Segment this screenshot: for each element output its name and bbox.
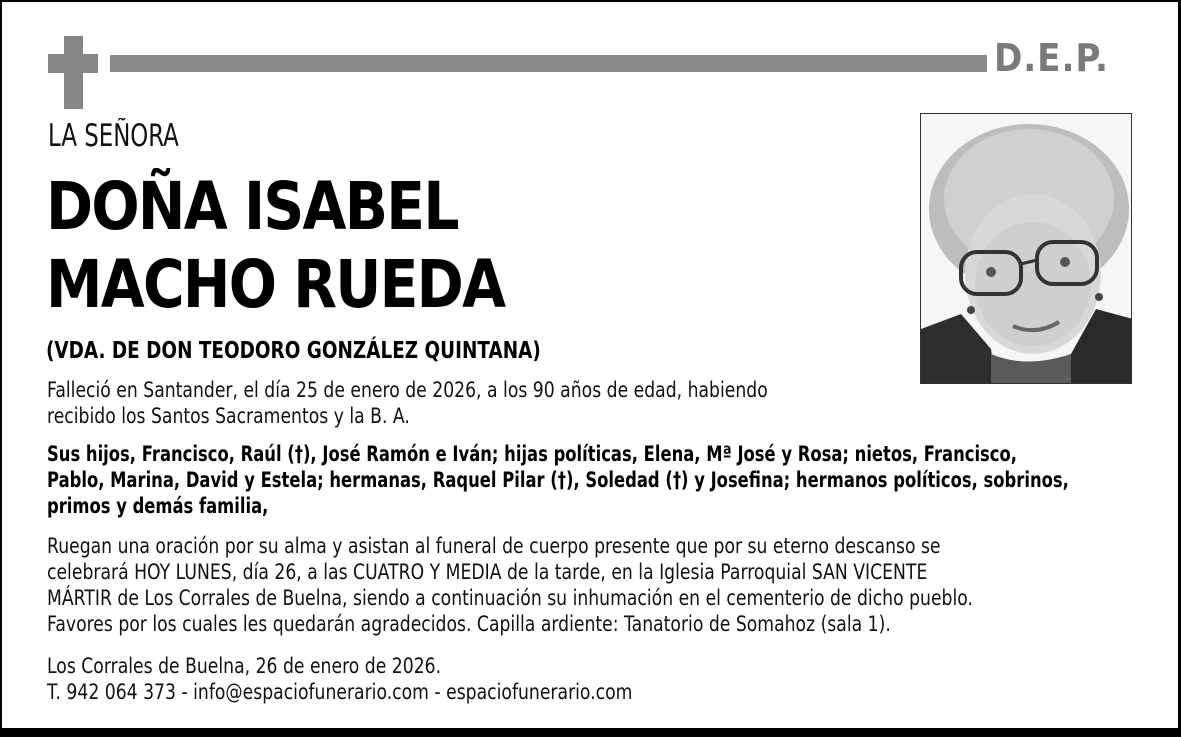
death-notice-line: recibido los Santos Sacramentos y la B. A. [47,404,410,428]
footer [47,653,632,705]
deceased-name [46,168,504,324]
widow-of: (VDA. DE DON TEODORO GONZÁLEZ QUINTANA) [46,338,541,364]
place-date: Los Corrales de Buelna, 26 de enero de 2026. [47,654,442,678]
name-line-1: DOÑA ISABEL [46,168,458,245]
portrait-image [921,114,1132,384]
funeral-line: Ruegan una oración por su alma y asistan al funeral de cuerpo presente que por su eterno descanso se [47,534,941,558]
cross-horizontal-bar [48,54,98,73]
family-line: Pablo, Marina, David y Estela; hermanas, Raquel Pilar (†), Soledad (†) y Josefina; hermanos políticos, sobrinos, [47,468,1069,492]
family-list [47,441,1069,519]
contact-info: T. 942 064 373 - info@espaciofunerario.com - espaciofunerario.com [47,680,633,704]
death-notice-line: Falleció en Santander, el día 25 de enero de 2026, a los 90 años de edad, habiendo [47,378,768,402]
death-notice [47,377,768,429]
funeral-details [47,533,973,637]
family-line: Sus hijos, Francisco, Raúl (†), José Ramón e Iván; hijas políticas, Elena, Mª José y Rosa; nietos, Francisco, [47,442,1018,466]
family-line: primos y demás familia, [47,494,269,518]
dep-label: D.E.P. [994,36,1109,80]
header-rule [110,55,987,72]
funeral-line: Favores por los cuales les quedarán agradecidos. Capilla ardiente: Tanatorio de Somahoz (sala 1). [47,612,891,636]
name-line-2: MACHO RUEDA [46,246,505,323]
funeral-line: celebrará HOY LUNES, día 26, a las CUATRO Y MEDIA de la tarde, en la Iglesia Parroquial SAN VICENTE [47,560,928,584]
funeral-line: MÁRTIR de Los Corrales de Buelna, siendo a continuación su inhumación en el cementerio de dicho pueblo. [47,586,973,610]
deceased-portrait [920,113,1132,384]
deceased-prefix: LA SEÑORA [48,118,179,154]
